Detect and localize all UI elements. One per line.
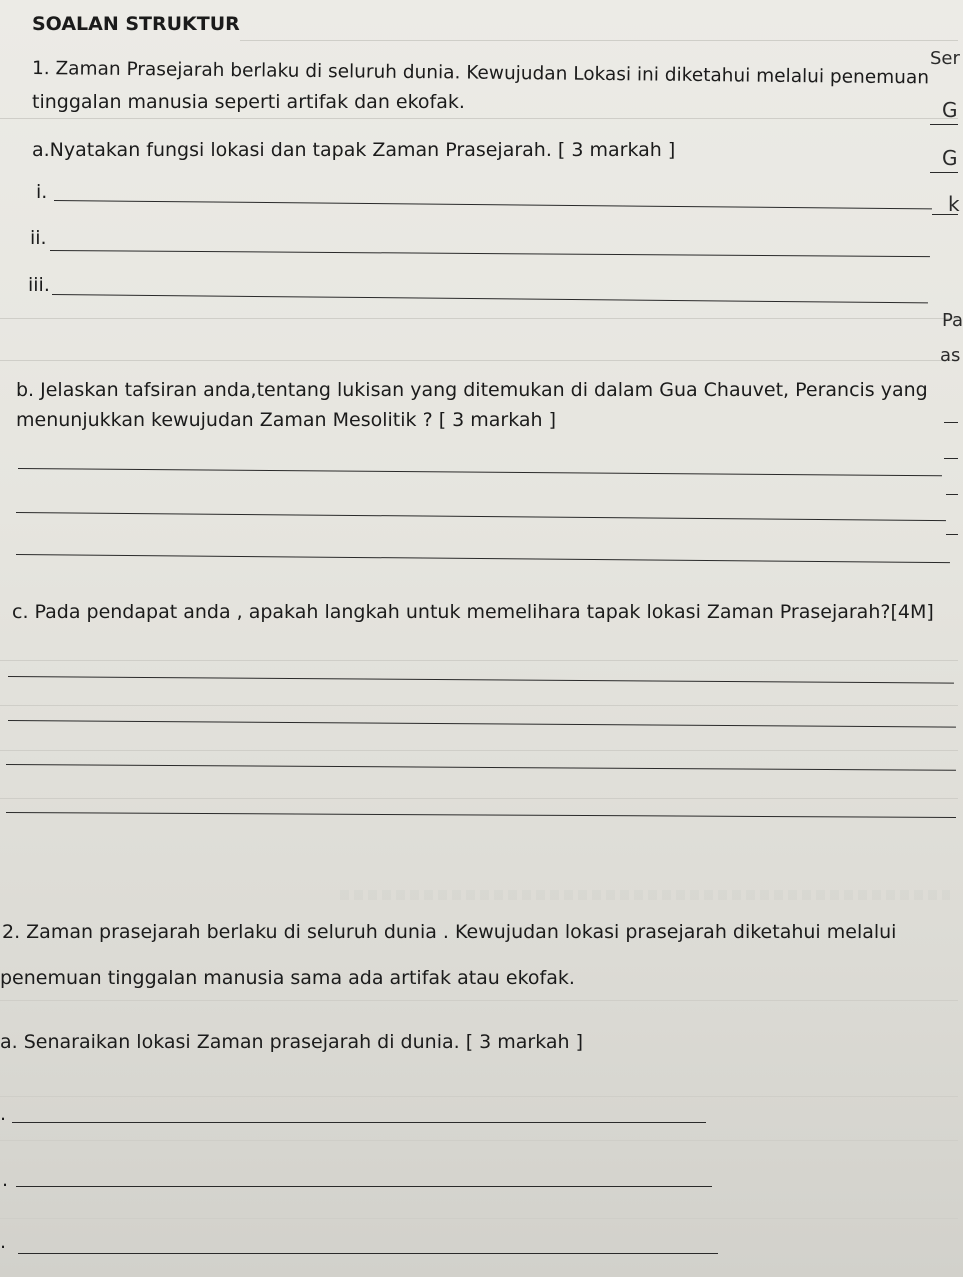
q2a-question: a. Senaraikan lokasi Zaman prasejarah di dunia. [ 3 markah ] [0, 1031, 584, 1053]
q2a-item-label: . [2, 1169, 9, 1191]
q2-intro-line1: 2. Zaman prasejarah berlaku di seluruh dunia . Kewujudan lokasi prasejarah diketahui melalui [2, 921, 897, 943]
q1a-item-label: iii. [28, 274, 50, 296]
answer-line[interactable] [8, 720, 956, 728]
bleed-through-text [340, 890, 950, 900]
paper-rule [0, 1000, 958, 1001]
answer-line[interactable] [52, 294, 928, 303]
paper-rule [0, 1096, 958, 1097]
side-underline [946, 494, 958, 495]
answer-line[interactable] [50, 250, 930, 257]
q2a-item-label: . [0, 1231, 7, 1253]
answer-line[interactable] [18, 1253, 718, 1254]
answer-line[interactable] [12, 1122, 706, 1123]
q1a-item-label: i. [36, 181, 48, 203]
answer-line[interactable] [8, 676, 954, 684]
side-fragment: Pa [942, 310, 963, 331]
q1b-question-line2: menunjukkan kewujudan Zaman Mesolitik ? [ 3 markah ] [16, 409, 557, 431]
paper-rule [0, 118, 958, 119]
q1a-question: a.Nyatakan fungsi lokasi dan tapak Zaman Prasejarah. [ 3 markah ] [32, 139, 676, 161]
answer-line[interactable] [54, 200, 932, 209]
side-fragment: G [942, 146, 958, 170]
side-fragment: as [940, 345, 961, 366]
paper-rule [0, 750, 958, 751]
side-underline [944, 458, 958, 459]
answer-line[interactable] [6, 764, 956, 771]
answer-line[interactable] [16, 512, 946, 521]
paper-rule [0, 1140, 958, 1141]
side-underline [930, 172, 958, 173]
answer-line[interactable] [16, 1186, 712, 1187]
side-underline [946, 534, 958, 535]
paper-rule [0, 318, 958, 319]
q2a-item-label: . [0, 1103, 7, 1125]
answer-line[interactable] [16, 554, 950, 563]
side-underline [944, 422, 958, 423]
paper-rule [0, 360, 958, 361]
page-title: SOALAN STRUKTUR [32, 13, 240, 35]
paper-rule [240, 40, 958, 41]
side-fragment: k [948, 192, 960, 216]
side-underline [932, 214, 958, 215]
paper-rule [0, 1218, 958, 1219]
side-fragment: Ser [930, 48, 960, 69]
q1b-question-line1: b. Jelaskan tafsiran anda,tentang lukisan yang ditemukan di dalam Gua Chauvet, Perancis yang [16, 379, 928, 401]
side-fragment: G [942, 98, 958, 122]
side-underline [930, 124, 958, 125]
paper-rule [0, 660, 958, 661]
q1-intro-line1: 1. Zaman Prasejarah berlaku di seluruh dunia. Kewujudan Lokasi ini diketahui melalui penemuan [31, 58, 930, 89]
paper-rule [0, 798, 958, 799]
q1a-item-label: ii. [30, 227, 47, 249]
answer-line[interactable] [6, 812, 956, 818]
q1c-question: c. Pada pendapat anda , apakah langkah untuk memelihara tapak lokasi Zaman Prasejarah?[4M] [12, 601, 934, 623]
answer-line[interactable] [18, 468, 942, 476]
paper-rule [0, 705, 958, 706]
q1-intro-line2: tinggalan manusia seperti artifak dan ekofak. [32, 91, 465, 113]
q2-intro-line2: penemuan tinggalan manusia sama ada artifak atau ekofak. [0, 967, 575, 989]
